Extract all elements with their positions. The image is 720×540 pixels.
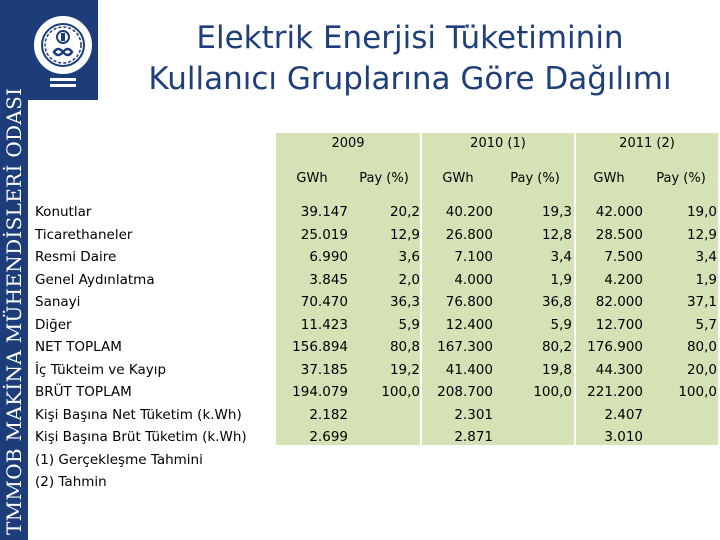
table-cell: 41.400 [445,361,493,378]
table-cell: 80,8 [389,339,420,355]
table-cell: 208.700 [437,384,493,400]
table-cell: 5,9 [398,316,420,333]
logo [28,0,98,100]
table-cell: 11.423 [300,316,348,333]
table-cell: 3,6 [398,249,420,265]
column-header: GWh [593,171,625,186]
row-label: Ticarethaneler [35,226,133,243]
table-cell: 39.147 [300,204,348,220]
table-cell: 3,4 [695,249,717,265]
table-cell: 42.000 [595,204,643,220]
table-cell: 221.200 [587,384,643,400]
table-cell: 2.407 [604,406,643,423]
table-cell: 12.400 [445,316,493,333]
table-cell: 36,8 [541,294,572,310]
row-label: İç Tükteim ve Kayıp [35,361,167,378]
table-cell: 20,0 [686,361,717,378]
sidebar-band [0,0,28,540]
table-cell: 3.010 [604,429,643,445]
table-cell: 176.900 [587,339,643,355]
footnote: (1) Gerçekleşme Tahmini [35,451,203,468]
table-cell: 28.500 [595,226,643,243]
table-cell: 82.000 [595,294,643,310]
table-cell: 12.700 [595,316,643,333]
row-label: BRÜT TOPLAM [35,384,132,400]
gear-logo-icon [28,0,98,100]
row-label: Genel Aydınlatma [35,271,155,288]
table-cell: 37.185 [300,361,348,378]
table-cell: 100,0 [533,384,572,400]
table-cell: 25.019 [300,226,348,243]
table-cell: 26.800 [445,226,493,243]
table-cell: 44.300 [595,361,643,378]
table-cell: 4.200 [604,271,643,288]
table-cell: 12,9 [389,226,420,243]
table-cell: 19,2 [389,361,420,378]
column-header: GWh [296,171,328,186]
row-label: Sanayi [35,294,81,310]
table-cell: 19,3 [541,204,572,220]
table-cell: 5,7 [695,316,717,333]
table-cell: 167.300 [437,339,493,355]
table-cell: 1,9 [695,271,717,288]
table-cell: 80,0 [686,339,717,355]
table-cell: 12,9 [686,226,717,243]
table-cell: 3,4 [550,249,572,265]
table-cell: 100,0 [678,384,717,400]
row-label: Diğer [35,316,72,333]
row-label: Konutlar [35,204,92,220]
column-header: Pay (%) [510,171,560,186]
table-cell: 2,0 [398,271,420,288]
title-line-1: Elektrik Enerjisi Tüketiminin [196,20,624,56]
row-label: Kişi Başına Net Tüketim (k.Wh) [35,406,242,423]
table-cell: 36,3 [389,294,420,310]
year-header: 2010 (1) [470,136,526,151]
table-cell: 19,0 [686,204,717,220]
table-cell: 194.079 [292,384,348,400]
column-header: Pay (%) [656,171,706,186]
table-cell: 37,1 [686,294,717,310]
table-cell: 2.182 [309,406,348,423]
table-cell: 7.100 [454,249,493,265]
table-cell: 20,2 [389,204,420,220]
year-header: 2011 (2) [619,136,675,151]
sidebar-organization-name: TMMOB MAKİNA MÜHENDİSLERİ ODASI [2,87,26,535]
table-cell: 4.000 [454,271,493,288]
table-cell: 7.500 [604,249,643,265]
table-cell: 2.871 [454,429,493,445]
table-cell: 2.699 [309,429,348,445]
table-cell: 3.845 [309,271,348,288]
table-cell: 12,8 [541,226,572,243]
table-cell: 2.301 [454,406,493,423]
table-cell: 76.800 [445,294,493,310]
table-cell: 156.894 [292,339,348,355]
row-label: NET TOPLAM [35,339,122,355]
footnote: (2) Tahmin [35,474,107,490]
title-line-2: Kullanıcı Gruplarına Göre Dağılımı [148,61,672,97]
year-header: 2009 [331,136,365,151]
table-cell: 80,2 [541,339,572,355]
table-cell: 1,9 [550,271,572,288]
table-cell: 19,8 [541,361,572,378]
table-cell: 70.470 [300,294,348,310]
table-cell: 6.990 [309,249,348,265]
table-cell: 5,9 [550,316,572,333]
page-title [110,18,710,100]
column-header: Pay (%) [359,171,409,186]
column-header: GWh [442,171,474,186]
row-label: Kişi Başına Brüt Tüketim (k.Wh) [35,429,247,445]
table-cell: 40.200 [445,204,493,220]
row-label: Resmi Daire [35,249,117,265]
table-cell: 100,0 [381,384,420,400]
